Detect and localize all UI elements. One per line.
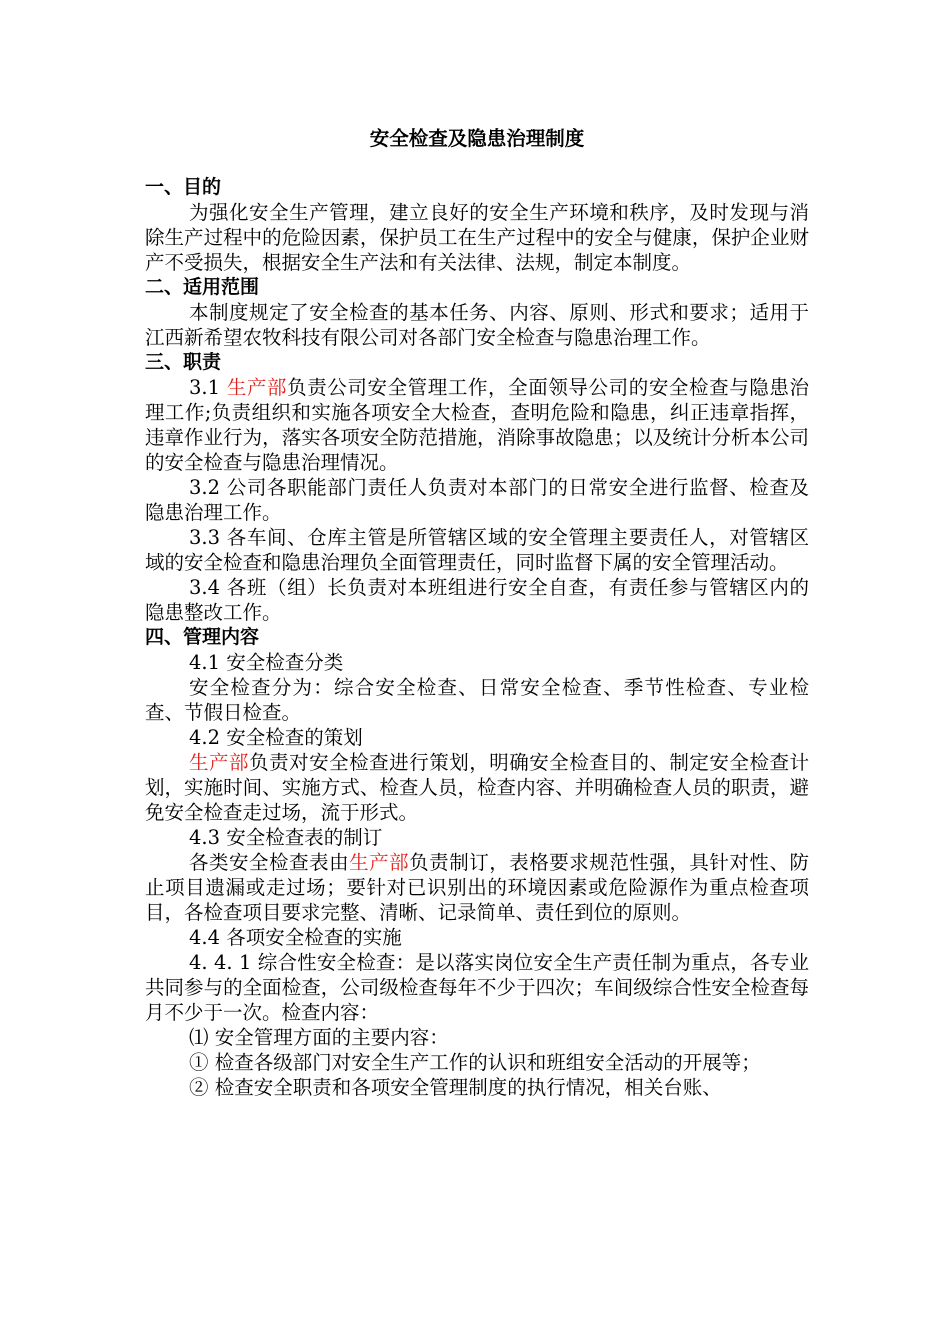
subsection-4-4-1-body: 4. 4. 1 综合性安全检查：是以落实岗位安全生产责任制为重点，各专业共同参与的全面检查，公司级检查每年不少于四次；车间级综合性安全检查每月不少于一次。检查内容：: [145, 951, 809, 1024]
scope-paragraph: 本制度规定了安全检查的基本任务、内容、原则、形式和要求；适用于江西新希望农牧科技有限公司对各部门安全检查与隐患治理工作。: [145, 301, 809, 349]
subsection-4-2-body: [145, 750, 809, 825]
highlight-production-dept: 生产部: [349, 851, 410, 874]
list-item: ① 检查各级部门对安全生产工作的认识和班组安全活动的开展等；: [189, 1051, 761, 1074]
list-item: ② 检查安全职责和各项安全管理制度的执行情况，相关台账、: [189, 1076, 722, 1099]
clause-text: 负责公司安全管理工作，全面领导公司的安全检查与隐患治理工作;负责组织和实施各项安全大检查，查明危险和隐患，纠正违章指挥，违章作业行为，落实各项安全防范措施，消除事故隐患；以及统计分析本公司的安全检查与隐患治理情况。: [145, 376, 809, 474]
highlight-production-dept: 生产部: [189, 751, 250, 774]
clause-text: 各类安全检查表由: [189, 851, 350, 874]
section-heading-purpose: 一、目的: [145, 176, 222, 198]
subsection-4-4-title: 4.4 各项安全检查的实施: [189, 926, 402, 949]
clause-text: 负责制订，表格要求规范性强，具针对性、防止项目遗漏或走过场；要针对已识别出的环境因素或危险源作为重点检查项目，各检查项目要求完整、清晰、记录简单、责任到位的原则。: [145, 851, 809, 924]
section-heading-responsibilities: 三、职责: [145, 351, 222, 373]
subsection-4-3-body: [145, 850, 809, 925]
list-item: ⑴ 安全管理方面的主要内容：: [189, 1026, 449, 1049]
responsibility-3-2: 3.2 公司各职能部门责任人负责对本部门的日常安全进行监督、检查及隐患治理工作。: [145, 476, 809, 524]
responsibility-3-3: 3.3 各车间、仓库主管是所管辖区域的安全管理主要责任人，对管辖区域的安全检查和隐患治理负全面管理责任，同时监督下属的安全管理活动。: [145, 526, 809, 574]
subsection-4-3-title: 4.3 安全检查表的制订: [189, 826, 383, 849]
section-heading-scope: 二、适用范围: [145, 276, 260, 298]
highlight-production-dept: 生产部: [226, 376, 288, 399]
clause-text: 负责对安全检查进行策划，明确安全检查目的、制定安全检查计划，实施时间、实施方式、检查人员，检查内容、并明确检查人员的职责，避免安全检查走过场，流于形式。: [145, 751, 809, 824]
responsibility-3-1: [145, 375, 809, 475]
section-heading-management: 四、管理内容: [145, 626, 260, 648]
document-body: [145, 175, 809, 1100]
responsibility-3-4: 3.4 各班（组）长负责对本班组进行安全自查，有责任参与管辖区内的隐患整改工作。: [145, 576, 809, 624]
subsection-4-2-title: 4.2 安全检查的策划: [189, 726, 363, 749]
purpose-paragraph: 为强化安全生产管理，建立良好的安全生产环境和秩序，及时发现与消除生产过程中的危险因素，保护员工在生产过程中的安全与健康，保护企业财产不受损失，根据安全生产法和有关法律、法规，制定本制度。: [145, 201, 809, 274]
clause-number: 3.1: [189, 376, 227, 399]
document-title: 安全检查及隐患治理制度: [369, 127, 585, 150]
subsection-4-1-body: 安全检查分为：综合安全检查、日常安全检查、季节性检查、专业检查、节假日检查。: [145, 676, 809, 724]
subsection-4-1-title: 4.1 安全检查分类: [189, 651, 344, 674]
